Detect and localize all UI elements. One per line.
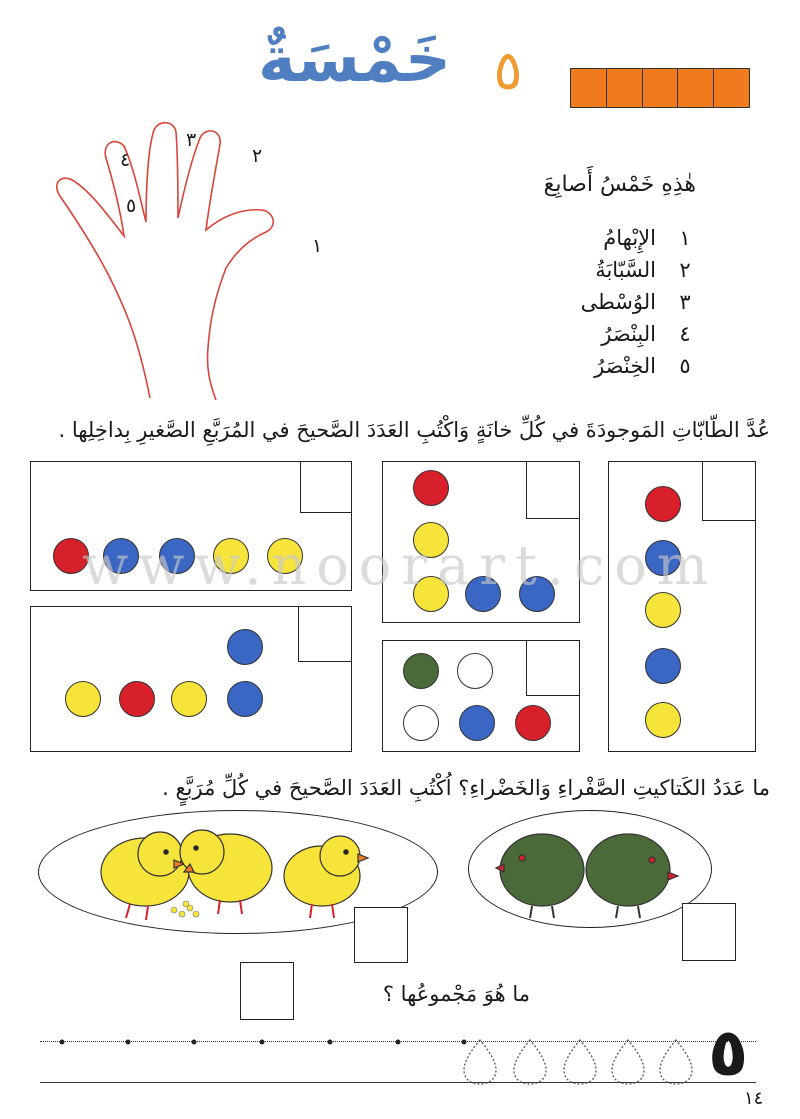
yellow-chick-icon (284, 836, 368, 918)
list-item (500, 286, 700, 318)
count-square (678, 69, 714, 107)
sum-question: ما هُوَ مَجْموعُها ؟ (382, 982, 530, 1006)
yellow-chick-icon (180, 830, 272, 914)
title-digit: ٥ (493, 39, 523, 102)
finger-list-number: ٣ (679, 290, 691, 314)
finger-name: الخِنْصَرُ (594, 354, 656, 378)
green-chick-icon (586, 834, 678, 918)
hand-outline-illustration (50, 118, 350, 400)
finger-number: ١ (312, 235, 323, 257)
finger-number: ٥ (126, 195, 137, 217)
finger-list-number: ١ (679, 226, 691, 250)
count-square (571, 69, 607, 107)
dotted-five-icon (564, 1040, 596, 1084)
count-square (714, 69, 749, 107)
ball-icon (645, 486, 681, 522)
answer-square[interactable] (526, 640, 580, 696)
finger-list-number: ٢ (679, 258, 691, 282)
list-item (500, 318, 700, 350)
finger-number: ٣ (186, 129, 197, 151)
answer-square[interactable] (526, 461, 580, 519)
ball-icon (267, 538, 303, 574)
yellow-chick-icon (101, 832, 189, 920)
sum-answer-square[interactable] (240, 962, 294, 1020)
ball-icon (457, 653, 493, 689)
ball-icon (171, 681, 207, 717)
tracing-fives (460, 1038, 700, 1086)
green-chicks-illustration (492, 820, 682, 920)
ball-box (382, 640, 580, 752)
count-square (643, 69, 679, 107)
guide-dot-icon (60, 1040, 65, 1045)
count-squares-bar (570, 68, 750, 108)
yellow-chicks-illustration (90, 814, 370, 924)
finger-list-number: ٤ (679, 322, 691, 346)
ball-icon (403, 705, 439, 741)
yellow-count-square[interactable] (354, 907, 408, 963)
model-digit-five: ٥ (708, 1014, 749, 1091)
guide-dot-icon (126, 1040, 131, 1045)
watermark: www.noorart.com (82, 534, 718, 597)
ball-box (30, 461, 352, 591)
list-item (500, 222, 700, 254)
answer-square[interactable] (300, 461, 352, 513)
ball-box (30, 606, 352, 752)
page-number: ١٤ (744, 1088, 764, 1109)
ball-box (608, 461, 756, 752)
ball-icon (645, 592, 681, 628)
ball-box (382, 461, 580, 623)
count-square (607, 69, 643, 107)
ball-icon (465, 576, 501, 612)
grain-icon (171, 901, 199, 917)
ball-icon (413, 522, 449, 558)
fingers-intro: هٰذِهِ خَمْسُ أَصابِعَ (543, 172, 696, 197)
finger-name: الوُسْطى (580, 290, 656, 314)
ball-icon (515, 705, 551, 741)
dotted-five-icon (660, 1040, 692, 1084)
ball-icon (413, 470, 449, 506)
ball-icon (459, 705, 495, 741)
ball-icon (53, 538, 89, 574)
dotted-five-icon (612, 1040, 644, 1084)
ball-icon (103, 538, 139, 574)
exercise2-instruction: ما عَدَدُ الكَتاكيتِ الصَّفْراءِ وَالخَضْراءِ؟ اُكْتُبِ العَدَدَ الصَّحيحَ في كُلِّ مُرَبَّعٍ . (162, 776, 770, 800)
finger-number: ٤ (120, 149, 131, 171)
finger-list (500, 222, 700, 382)
guide-dot-icon (328, 1040, 333, 1045)
ball-icon (227, 629, 263, 665)
ball-icon (645, 540, 681, 576)
green-chick-icon (496, 834, 584, 918)
page-title: خَمْسَةٌ (258, 23, 451, 97)
ball-icon (119, 681, 155, 717)
guide-dot-icon (396, 1040, 401, 1045)
green-count-square[interactable] (682, 903, 736, 961)
guide-dot-icon (192, 1040, 197, 1045)
ball-icon (645, 702, 681, 738)
ball-icon (227, 681, 263, 717)
ball-icon (65, 681, 101, 717)
guide-dot-icon (260, 1040, 265, 1045)
hand-outline-icon (57, 123, 273, 400)
answer-square[interactable] (702, 461, 756, 521)
finger-number: ٢ (252, 145, 263, 167)
ball-icon (159, 538, 195, 574)
ball-icon (403, 653, 439, 689)
finger-list-number: ٥ (679, 354, 691, 378)
exercise1-instruction: عُدَّ الطّابّاتِ المَوجودَةَ في كُلِّ خانَةٍ وَاكْتُبِ العَدَدَ الصَّحيحَ في المُرَبَّعِ الصَّغيرِ بِداخِلِها . (58, 418, 770, 442)
dotted-five-icon (514, 1040, 546, 1084)
finger-name: البِنْصَرُ (601, 322, 656, 346)
ball-icon (519, 576, 555, 612)
finger-name: الإِبْهامُ (603, 226, 656, 250)
ball-icon (645, 648, 681, 684)
dotted-five-icon (464, 1040, 496, 1084)
ball-icon (413, 576, 449, 612)
list-item (500, 350, 700, 382)
finger-name: السَّبّابَةُ (595, 258, 656, 282)
list-item (500, 254, 700, 286)
answer-square[interactable] (298, 606, 352, 662)
ball-icon (213, 538, 249, 574)
